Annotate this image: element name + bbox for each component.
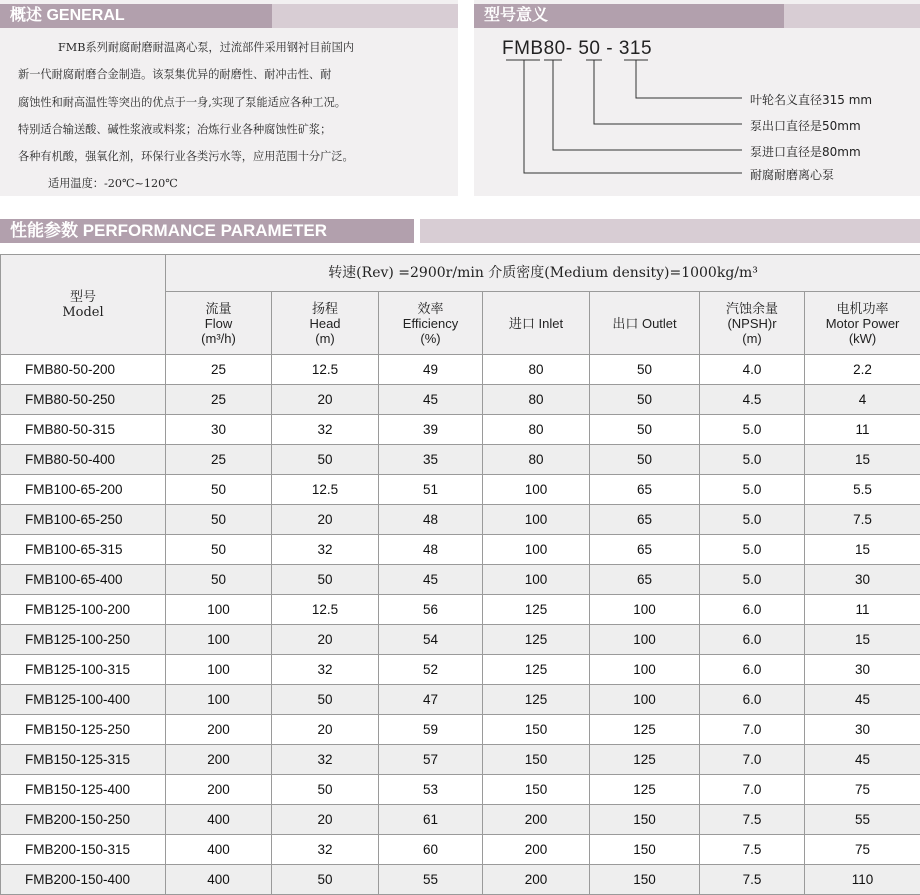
efficiency-cell: 59 <box>379 715 483 745</box>
header-line: Flow <box>204 315 233 331</box>
flow-cell: 100 <box>166 685 272 715</box>
flow-cell: 30 <box>166 415 272 445</box>
inlet-cell: 150 <box>483 715 590 745</box>
general-section-header: 概述 GENERAL <box>0 4 272 28</box>
head-cell: 32 <box>272 655 379 685</box>
legend-inlet-diameter: 泵进口直径是80mm <box>750 145 861 159</box>
efficiency-cell: 47 <box>379 685 483 715</box>
model-cell: FMB80-50-200 <box>1 355 166 385</box>
performance-table <box>0 254 920 895</box>
npsh-cell: 7.0 <box>700 745 805 775</box>
outlet-cell: 100 <box>590 685 700 715</box>
model-meaning-header: 型号意义 <box>474 4 784 28</box>
head-cell: 32 <box>272 415 379 445</box>
efficiency-cell: 54 <box>379 625 483 655</box>
inlet-cell: 125 <box>483 625 590 655</box>
table-row <box>1 415 920 445</box>
table-row <box>1 385 920 415</box>
model-cell: FMB150-125-250 <box>1 715 166 745</box>
model-cell: FMB200-150-315 <box>1 835 166 865</box>
table-row <box>1 805 920 835</box>
table-row <box>1 505 920 535</box>
flow-cell: 100 <box>166 595 272 625</box>
efficiency-cell: 55 <box>379 865 483 895</box>
head-cell: 32 <box>272 835 379 865</box>
model-cell: FMB100-65-200 <box>1 475 166 505</box>
outlet-column-header <box>590 292 700 355</box>
head-cell: 50 <box>272 775 379 805</box>
head-column-header <box>272 292 379 355</box>
inlet-cell: 150 <box>483 745 590 775</box>
legend-outlet-diameter: 泵出口直径是50mm <box>750 119 861 133</box>
power-cell: 75 <box>805 835 920 865</box>
inlet-cell: 125 <box>483 655 590 685</box>
inlet-cell: 80 <box>483 355 590 385</box>
inlet-column-header <box>483 292 590 355</box>
table-row <box>1 565 920 595</box>
header-line: Head <box>309 315 341 331</box>
flow-cell: 400 <box>166 865 272 895</box>
outlet-cell: 100 <box>590 625 700 655</box>
efficiency-cell: 35 <box>379 445 483 475</box>
header-line: (m) <box>315 330 335 346</box>
inlet-cell: 80 <box>483 415 590 445</box>
table-row <box>1 715 920 745</box>
table-row <box>1 685 920 715</box>
legend-impeller-diameter: 叶轮名义直径315 mm <box>750 93 873 107</box>
general-line: 新一代耐腐耐磨合金制造。该泵集优异的耐磨性、耐冲击性、耐 <box>18 68 332 82</box>
efficiency-cell: 60 <box>379 835 483 865</box>
power-cell: 11 <box>805 415 920 445</box>
power-cell: 5.5 <box>805 475 920 505</box>
table-row <box>1 835 920 865</box>
head-cell: 12.5 <box>272 475 379 505</box>
power-cell: 15 <box>805 625 920 655</box>
head-cell: 20 <box>272 805 379 835</box>
header-line: 扬程 <box>311 300 338 316</box>
outlet-cell: 150 <box>590 805 700 835</box>
efficiency-cell: 61 <box>379 805 483 835</box>
outlet-cell: 50 <box>590 415 700 445</box>
power-cell: 110 <box>805 865 920 895</box>
table-row <box>1 445 920 475</box>
power-cell: 2.2 <box>805 355 920 385</box>
table-row <box>1 865 920 895</box>
npsh-cell: 6.0 <box>700 625 805 655</box>
model-cell: FMB125-100-200 <box>1 595 166 625</box>
npsh-cell: 7.5 <box>700 805 805 835</box>
power-cell: 7.5 <box>805 505 920 535</box>
flow-column-header <box>166 292 272 355</box>
inlet-cell: 100 <box>483 565 590 595</box>
npsh-cell: 5.0 <box>700 505 805 535</box>
model-cell: FMB125-100-400 <box>1 685 166 715</box>
model-code: FMB80- 50 - 315 <box>502 38 653 59</box>
npsh-cell: 6.0 <box>700 685 805 715</box>
npsh-cell: 7.5 <box>700 835 805 865</box>
table-row <box>1 475 920 505</box>
outlet-cell: 65 <box>590 475 700 505</box>
model-cell: FMB200-150-250 <box>1 805 166 835</box>
power-cell: 4 <box>805 385 920 415</box>
flow-cell: 200 <box>166 745 272 775</box>
header-line: 效率 <box>417 300 444 316</box>
general-description <box>18 34 448 198</box>
flow-cell: 100 <box>166 655 272 685</box>
outlet-cell: 50 <box>590 385 700 415</box>
efficiency-cell: 57 <box>379 745 483 775</box>
operating-conditions: 转速(Rev) =2900r/min 介质密度(Medium density)=1000kg/m³ <box>166 255 920 292</box>
table-row <box>1 595 920 625</box>
inlet-cell: 125 <box>483 685 590 715</box>
model-cell: FMB150-125-400 <box>1 775 166 805</box>
outlet-cell: 65 <box>590 565 700 595</box>
outlet-cell: 150 <box>590 835 700 865</box>
flow-cell: 25 <box>166 445 272 475</box>
table-row <box>1 625 920 655</box>
header-line: Motor Power <box>825 315 900 331</box>
general-header-extension <box>272 4 458 28</box>
power-cell: 30 <box>805 655 920 685</box>
efficiency-cell: 48 <box>379 505 483 535</box>
npsh-cell: 4.5 <box>700 385 805 415</box>
flow-cell: 50 <box>166 565 272 595</box>
efficiency-cell: 56 <box>379 595 483 625</box>
model-cell: FMB150-125-315 <box>1 745 166 775</box>
power-cell: 45 <box>805 745 920 775</box>
power-cell: 11 <box>805 595 920 625</box>
legend-pump-type: 耐腐耐磨离心泵 <box>750 168 835 182</box>
flow-cell: 50 <box>166 535 272 565</box>
header-line: 进口 Inlet <box>508 315 564 331</box>
outlet-cell: 150 <box>590 865 700 895</box>
power-cell: 30 <box>805 715 920 745</box>
header-line: 电机功率 <box>836 300 889 316</box>
outlet-cell: 125 <box>590 715 700 745</box>
inlet-cell: 100 <box>483 475 590 505</box>
header-line: Efficiency <box>402 315 459 331</box>
flow-cell: 50 <box>166 475 272 505</box>
head-cell: 20 <box>272 625 379 655</box>
head-cell: 20 <box>272 505 379 535</box>
inlet-cell: 125 <box>483 595 590 625</box>
model-cell: FMB125-100-250 <box>1 625 166 655</box>
head-cell: 50 <box>272 565 379 595</box>
efficiency-cell: 45 <box>379 385 483 415</box>
outlet-cell: 50 <box>590 445 700 475</box>
general-line: 各种有机酸，强氧化剂，环保行业各类污水等，应用范围十分广泛。 <box>18 150 354 164</box>
flow-cell: 25 <box>166 355 272 385</box>
inlet-cell: 150 <box>483 775 590 805</box>
general-line: 特别适合输送酸、碱性浆液或料浆；冶炼行业各种腐蚀性矿浆； <box>18 122 332 136</box>
header-line: (m³/h) <box>201 330 236 346</box>
outlet-cell: 125 <box>590 775 700 805</box>
head-cell: 32 <box>272 745 379 775</box>
power-cell: 15 <box>805 445 920 475</box>
flow-cell: 100 <box>166 625 272 655</box>
power-cell: 75 <box>805 775 920 805</box>
power-column-header <box>805 292 920 355</box>
model-cell: FMB80-50-315 <box>1 415 166 445</box>
model-column-header <box>1 255 166 355</box>
efficiency-cell: 45 <box>379 565 483 595</box>
npsh-cell: 7.0 <box>700 775 805 805</box>
flow-cell: 200 <box>166 715 272 745</box>
head-cell: 12.5 <box>272 595 379 625</box>
inlet-cell: 100 <box>483 535 590 565</box>
flow-cell: 50 <box>166 505 272 535</box>
header-line: (kW) <box>848 330 877 346</box>
npsh-cell: 5.0 <box>700 565 805 595</box>
flow-cell: 400 <box>166 805 272 835</box>
power-cell: 15 <box>805 535 920 565</box>
head-cell: 32 <box>272 535 379 565</box>
model-cell: FMB100-65-400 <box>1 565 166 595</box>
header-line: (m) <box>742 330 762 346</box>
npsh-cell: 4.0 <box>700 355 805 385</box>
inlet-cell: 200 <box>483 835 590 865</box>
model-cell: FMB200-150-400 <box>1 865 166 895</box>
efficiency-cell: 39 <box>379 415 483 445</box>
npsh-cell: 7.0 <box>700 715 805 745</box>
flow-cell: 25 <box>166 385 272 415</box>
outlet-cell: 100 <box>590 595 700 625</box>
efficiency-cell: 48 <box>379 535 483 565</box>
header-line: 流量 <box>205 300 232 316</box>
model-cell: FMB80-50-400 <box>1 445 166 475</box>
npsh-cell: 7.5 <box>700 865 805 895</box>
outlet-cell: 50 <box>590 355 700 385</box>
npsh-cell: 6.0 <box>700 655 805 685</box>
power-cell: 55 <box>805 805 920 835</box>
power-cell: 45 <box>805 685 920 715</box>
table-row <box>1 355 920 385</box>
outlet-cell: 65 <box>590 505 700 535</box>
inlet-cell: 80 <box>483 385 590 415</box>
head-cell: 50 <box>272 445 379 475</box>
header-line: 出口 Outlet <box>612 315 677 331</box>
power-cell: 30 <box>805 565 920 595</box>
efficiency-cell: 51 <box>379 475 483 505</box>
head-cell: 50 <box>272 865 379 895</box>
general-line: 腐蚀性和耐高温性等突出的优点于一身,实现了泵能适应各种工况。 <box>18 95 346 109</box>
npsh-cell: 6.0 <box>700 595 805 625</box>
head-cell: 20 <box>272 385 379 415</box>
performance-section-header: 性能参数 PERFORMANCE PARAMETER <box>0 219 414 243</box>
outlet-cell: 100 <box>590 655 700 685</box>
general-line: FMB系列耐腐耐磨耐温离心泵，过流部件采用钢衬目前国内 <box>58 41 354 54</box>
model-cell: FMB80-50-250 <box>1 385 166 415</box>
temperature-range: 适用温度：-20℃~120℃ <box>48 177 178 191</box>
header-line: (%) <box>420 330 441 346</box>
npsh-cell: 5.0 <box>700 535 805 565</box>
efficiency-cell: 49 <box>379 355 483 385</box>
model-header-cn: 型号 <box>69 289 96 305</box>
table-row <box>1 655 920 685</box>
outlet-cell: 65 <box>590 535 700 565</box>
inlet-cell: 100 <box>483 505 590 535</box>
npsh-cell: 5.0 <box>700 445 805 475</box>
npsh-cell: 5.0 <box>700 475 805 505</box>
head-cell: 12.5 <box>272 355 379 385</box>
model-cell: FMB125-100-315 <box>1 655 166 685</box>
efficiency-column-header <box>379 292 483 355</box>
table-row <box>1 535 920 565</box>
model-header-en: Model <box>62 304 104 320</box>
inlet-cell: 200 <box>483 865 590 895</box>
outlet-cell: 125 <box>590 745 700 775</box>
flow-cell: 200 <box>166 775 272 805</box>
head-cell: 20 <box>272 715 379 745</box>
inlet-cell: 80 <box>483 445 590 475</box>
npsh-column-header <box>700 292 805 355</box>
efficiency-cell: 53 <box>379 775 483 805</box>
model-cell: FMB100-65-315 <box>1 535 166 565</box>
table-row <box>1 775 920 805</box>
performance-table-body <box>1 355 920 895</box>
efficiency-cell: 52 <box>379 655 483 685</box>
table-row <box>1 745 920 775</box>
header-line: (NPSH)r <box>727 315 777 331</box>
inlet-cell: 200 <box>483 805 590 835</box>
model-cell: FMB100-65-250 <box>1 505 166 535</box>
flow-cell: 400 <box>166 835 272 865</box>
npsh-cell: 5.0 <box>700 415 805 445</box>
performance-header-extension <box>420 219 920 243</box>
head-cell: 50 <box>272 685 379 715</box>
header-line: 汽蚀余量 <box>725 300 778 316</box>
